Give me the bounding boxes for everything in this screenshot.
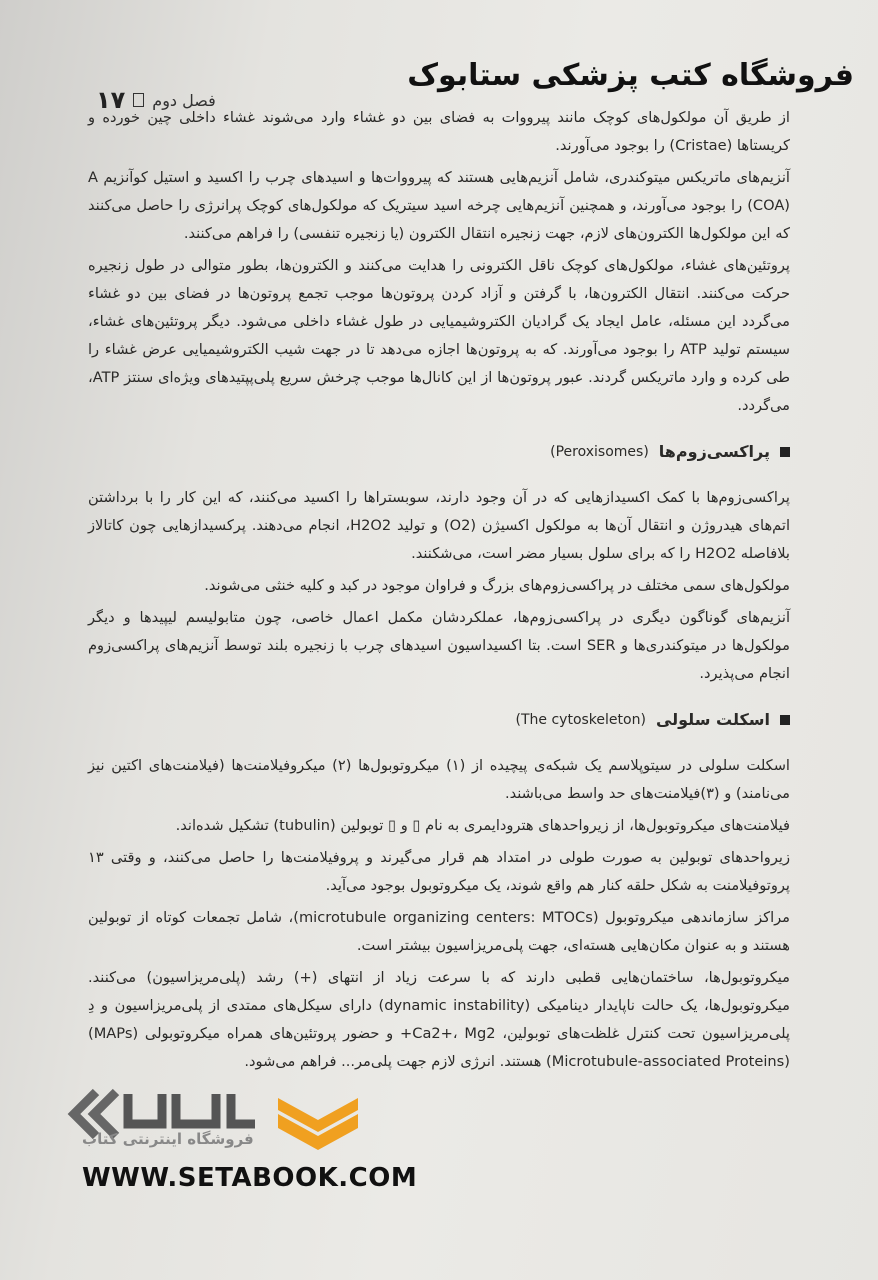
logo-tagline: فروشگاه اینترنتی کتاب [82,1130,254,1148]
paragraph: مولکول‌های سمی مختلف در پراکسی‌زوم‌های بزرگ و فراوان موجود در کبد و کلیه خنثی می‌شوند. [204,577,790,594]
store-title: فروشگاه کتب پزشکی ستابوک [407,58,854,93]
setabook-logo-icon [66,1080,376,1170]
chapter-label: فصل دوم [152,90,216,110]
paragraph: زیرواحدهای توبولین به صورت طولی در امتداد هم قرار می‌گیرند و پروفیلامنت‌ها را حاصل می‌کنند، و وقتی ۱۳ پروتوفیلامنت به شکل حلقه کنار هم واقع شوند، یک میکروتوبول بوجود می‌آید. [88,849,790,894]
bullet-square-icon [780,447,790,457]
page-number: ۱۷ [96,86,126,114]
bullet-square-icon [780,715,790,725]
section-heading-cytoskeleton [88,706,790,734]
paragraph: از طریق آن مولکول‌های کوچک مانند پیرووات به فضای بین دو غشاء وارد می‌شوند غشاء داخلی چین خورده و کریستاها (Cristae) را بوجود می‌آورند. [88,109,790,154]
website-url: WWW.SETABOOK.COM [82,1163,418,1193]
section-title: اسکلت سلولی [655,710,770,729]
section-title: پراکسی‌زوم‌ها [658,442,770,461]
page-content [88,104,790,1080]
paragraph: آنزیم‌های گوناگون دیگری در پراکسی‌زوم‌ها، عملکردشان مکمل اعمال خاصی، چون متابولیسم لیپیدها و دیگر مولکول‌ها در میتوکندری‌ها و SER است. بتا اکسیداسیون اسیدهای چرب با زنجیره بلند توسط آنزیم‌های پراکسی‌زوم انجام می‌پذیرد. [88,609,790,682]
paragraph: فیلامنت‌های میکروتوبول‌ها، از زیرواحدهای هترودایمری به نام ▯ و ▯ توبولین (tubulin) تشکیل شده‌اند. [175,817,790,834]
paragraph: میکروتوبول‌ها، ساختمان‌هایی قطبی دارند که با سرعت زیاد از انتهای (+) رشد (پلی‌مریزاسیون) می‌کنند. میکروتوبول‌ها، یک حالت ناپایدار دینامیکی (dynamic instability) دارای سیکل‌های ممتدی از پلی‌مریزاسیون و دِ پلی‌مریزاسیون تحت کنترل غلظت‌های توبولین، Ca2+، Mg2+ و حضور پروتئین‌های همراه میکروتوبولی (MAPs) (Microtubule-associated Proteins) هستند. انرژی لازم جهت پلی‌مر... فراهم می‌شود. [88,969,790,1070]
paragraph: اسکلت سلولی در سیتوپلاسم یک شبکه‌ی پیچیده از (۱) میکروتوبول‌ها (۲) میکروفیلامنت‌ها (فیلامنت‌های اکتین نیز می‌نامند) و (۳)فیلامنت‌های حد واسط می‌باشند. [88,757,790,802]
paragraph: آنزیم‌های ماتریکس میتوکندری، شامل آنزیم‌هایی هستند که پیرووات‌ها و اسیدهای چرب را اکسید و استیل کوآنزیم A (COA) را بوجود می‌آورند، و همچنین آنزیم‌هایی چرخه اسید سیتریک که مولکول‌های کوچک پرانرژی را حاصل می‌کنند که این مولکول‌ها الکترون‌های لازم، جهت زنجیره انتقال الکترون (یا زنجیره تنفسی) را فراهم می‌کنند. [88,169,790,242]
paragraph: پراکسی‌زوم‌ها با کمک اکسیدازهایی که در آن وجود دارند، سوبستراها را اکسید می‌کنند، که این کار را با برداشتن اتم‌های هیدروژن و انتقال آن‌ها به مولکول اکسیژن (O2) و تولید H2O2، انجام می‌دهند. پرکسیدازهایی چون کاتالاز بلافاصله H2O2 را که برای سلول بسیار مضر است، می‌شکنند. [88,489,790,562]
setabook-logo [66,1080,376,1170]
paragraph: مراکز سازماندهی میکروتوبول (microtubule organizing centers: MTOCs)، شامل تجمعات کوتاه از توبولین هستند و به عنوان مکان‌هایی هسته‌ای، جهت پلی‌مریزاسیون بیشتر است. [88,909,790,954]
section-title-en: (Peroxisomes) [550,444,649,460]
section-heading-peroxisomes [88,438,790,466]
paragraph: پروتئین‌های غشاء، مولکول‌های کوچک ناقل الکترونی را هدایت می‌کنند و الکترون‌ها، بطور متوالی در طول زنجیره حرکت می‌کنند. انتقال الکترون‌ها، با گرفتن و آزاد کردن پروتون‌ها موجب تجمع پروتون‌ها در فضای بین دو غشاء می‌گردد این مسئله، عامل ایجاد یک گرادیان الکتروشیمیایی در طول غشاء داخلی می‌شود. دیگر پروتئین‌های غشاء، سیستم تولید ATP را بوجود می‌آورند. که به پروتون‌ها اجازه می‌دهد تا در جهت شیب الکتروشیمیایی عرض غشاء را طی کرده و وارد ماتریکس گردند. عبور پروتون‌ها از این کانال‌ها موجب چرخش سریع پلی‌پپتیدهای ویژه‌ای سنتز ATP، می‌گردد. [88,257,790,414]
section-title-en: (The cytoskeleton) [515,712,646,728]
